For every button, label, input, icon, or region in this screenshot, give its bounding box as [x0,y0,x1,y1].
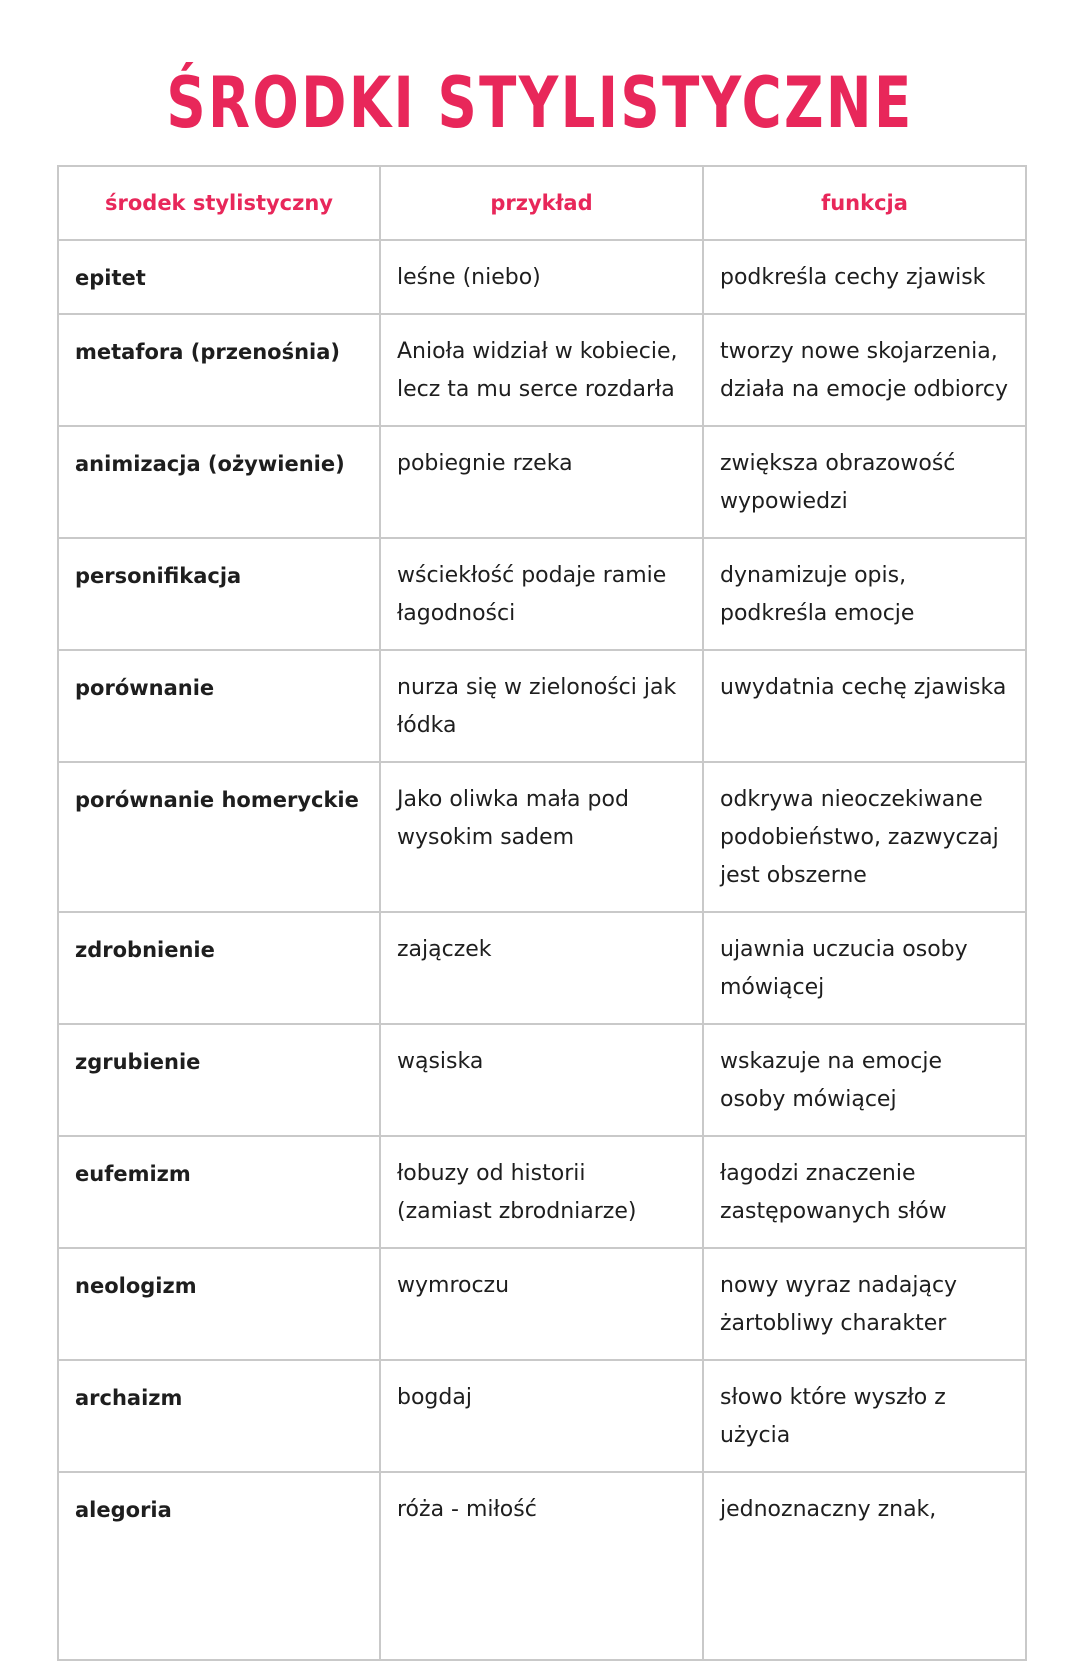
function-cell: wskazuje na emocje osoby mówiącej [703,1024,1026,1136]
table-row [58,650,1026,762]
header-example: przykład [380,166,703,240]
example-cell: pobiegnie rzeka [380,426,703,538]
page-title: ŚRODKI STYLISTYCZNE [166,62,914,144]
device-cell: neologizm [58,1248,380,1360]
function-cell: uwydatnia cechę zjawiska [703,650,1026,762]
device-cell: porównanie homeryckie [58,762,380,912]
example-cell: bogdaj [380,1360,703,1472]
device-cell: metafora (przenośnia) [58,314,380,426]
function-cell: zwiększa obrazowość wypowiedzi [703,426,1026,538]
example-cell: wściekłość podaje ramie łagodności [380,538,703,650]
stylistic-devices-table [57,165,1027,1661]
function-cell: odkrywa nieoczekiwane podobieństwo, zazwyczaj jest obszerne [703,762,1026,912]
table-row [58,240,1026,314]
table-row [58,426,1026,538]
table-row [58,1472,1026,1660]
table-row [58,538,1026,650]
device-cell: zgrubienie [58,1024,380,1136]
table-row [58,762,1026,912]
function-cell: tworzy nowe skojarzenia, działa na emocje odbiorcy [703,314,1026,426]
function-cell: łagodzi znaczenie zastępowanych słów [703,1136,1026,1248]
function-cell: podkreśla cechy zjawisk [703,240,1026,314]
device-cell: zdrobnienie [58,912,380,1024]
device-cell: epitet [58,240,380,314]
example-cell: wymroczu [380,1248,703,1360]
table-row [58,1360,1026,1472]
function-cell: ujawnia uczucia osoby mówiącej [703,912,1026,1024]
example-cell: wąsiska [380,1024,703,1136]
example-cell: łobuzy od historii (zamiast zbrodniarze) [380,1136,703,1248]
example-cell: róża - miłość [380,1472,703,1660]
example-cell: leśne (niebo) [380,240,703,314]
example-cell: Jako oliwka mała pod wysokim sadem [380,762,703,912]
device-cell: eufemizm [58,1136,380,1248]
function-cell: dynamizuje opis, podkreśla emocje [703,538,1026,650]
table-row [58,1248,1026,1360]
device-cell: personifikacja [58,538,380,650]
header-device: środek stylistyczny [58,166,380,240]
device-cell: animizacja (ożywienie) [58,426,380,538]
table-row [58,912,1026,1024]
table-header-row [58,166,1026,240]
function-cell: nowy wyraz nadający żartobliwy charakter [703,1248,1026,1360]
device-cell: porównanie [58,650,380,762]
example-cell: nurza się w zieloności jak łódka [380,650,703,762]
example-cell: zajączek [380,912,703,1024]
table-row [58,1136,1026,1248]
device-cell: alegoria [58,1472,380,1660]
function-cell: słowo które wyszło z użycia [703,1360,1026,1472]
example-cell: Anioła widział w kobiecie, lecz ta mu serce rozdarła [380,314,703,426]
table-row [58,1024,1026,1136]
function-cell: jednoznaczny znak, [703,1472,1026,1660]
header-function: funkcja [703,166,1026,240]
table-row [58,314,1026,426]
device-cell: archaizm [58,1360,380,1472]
